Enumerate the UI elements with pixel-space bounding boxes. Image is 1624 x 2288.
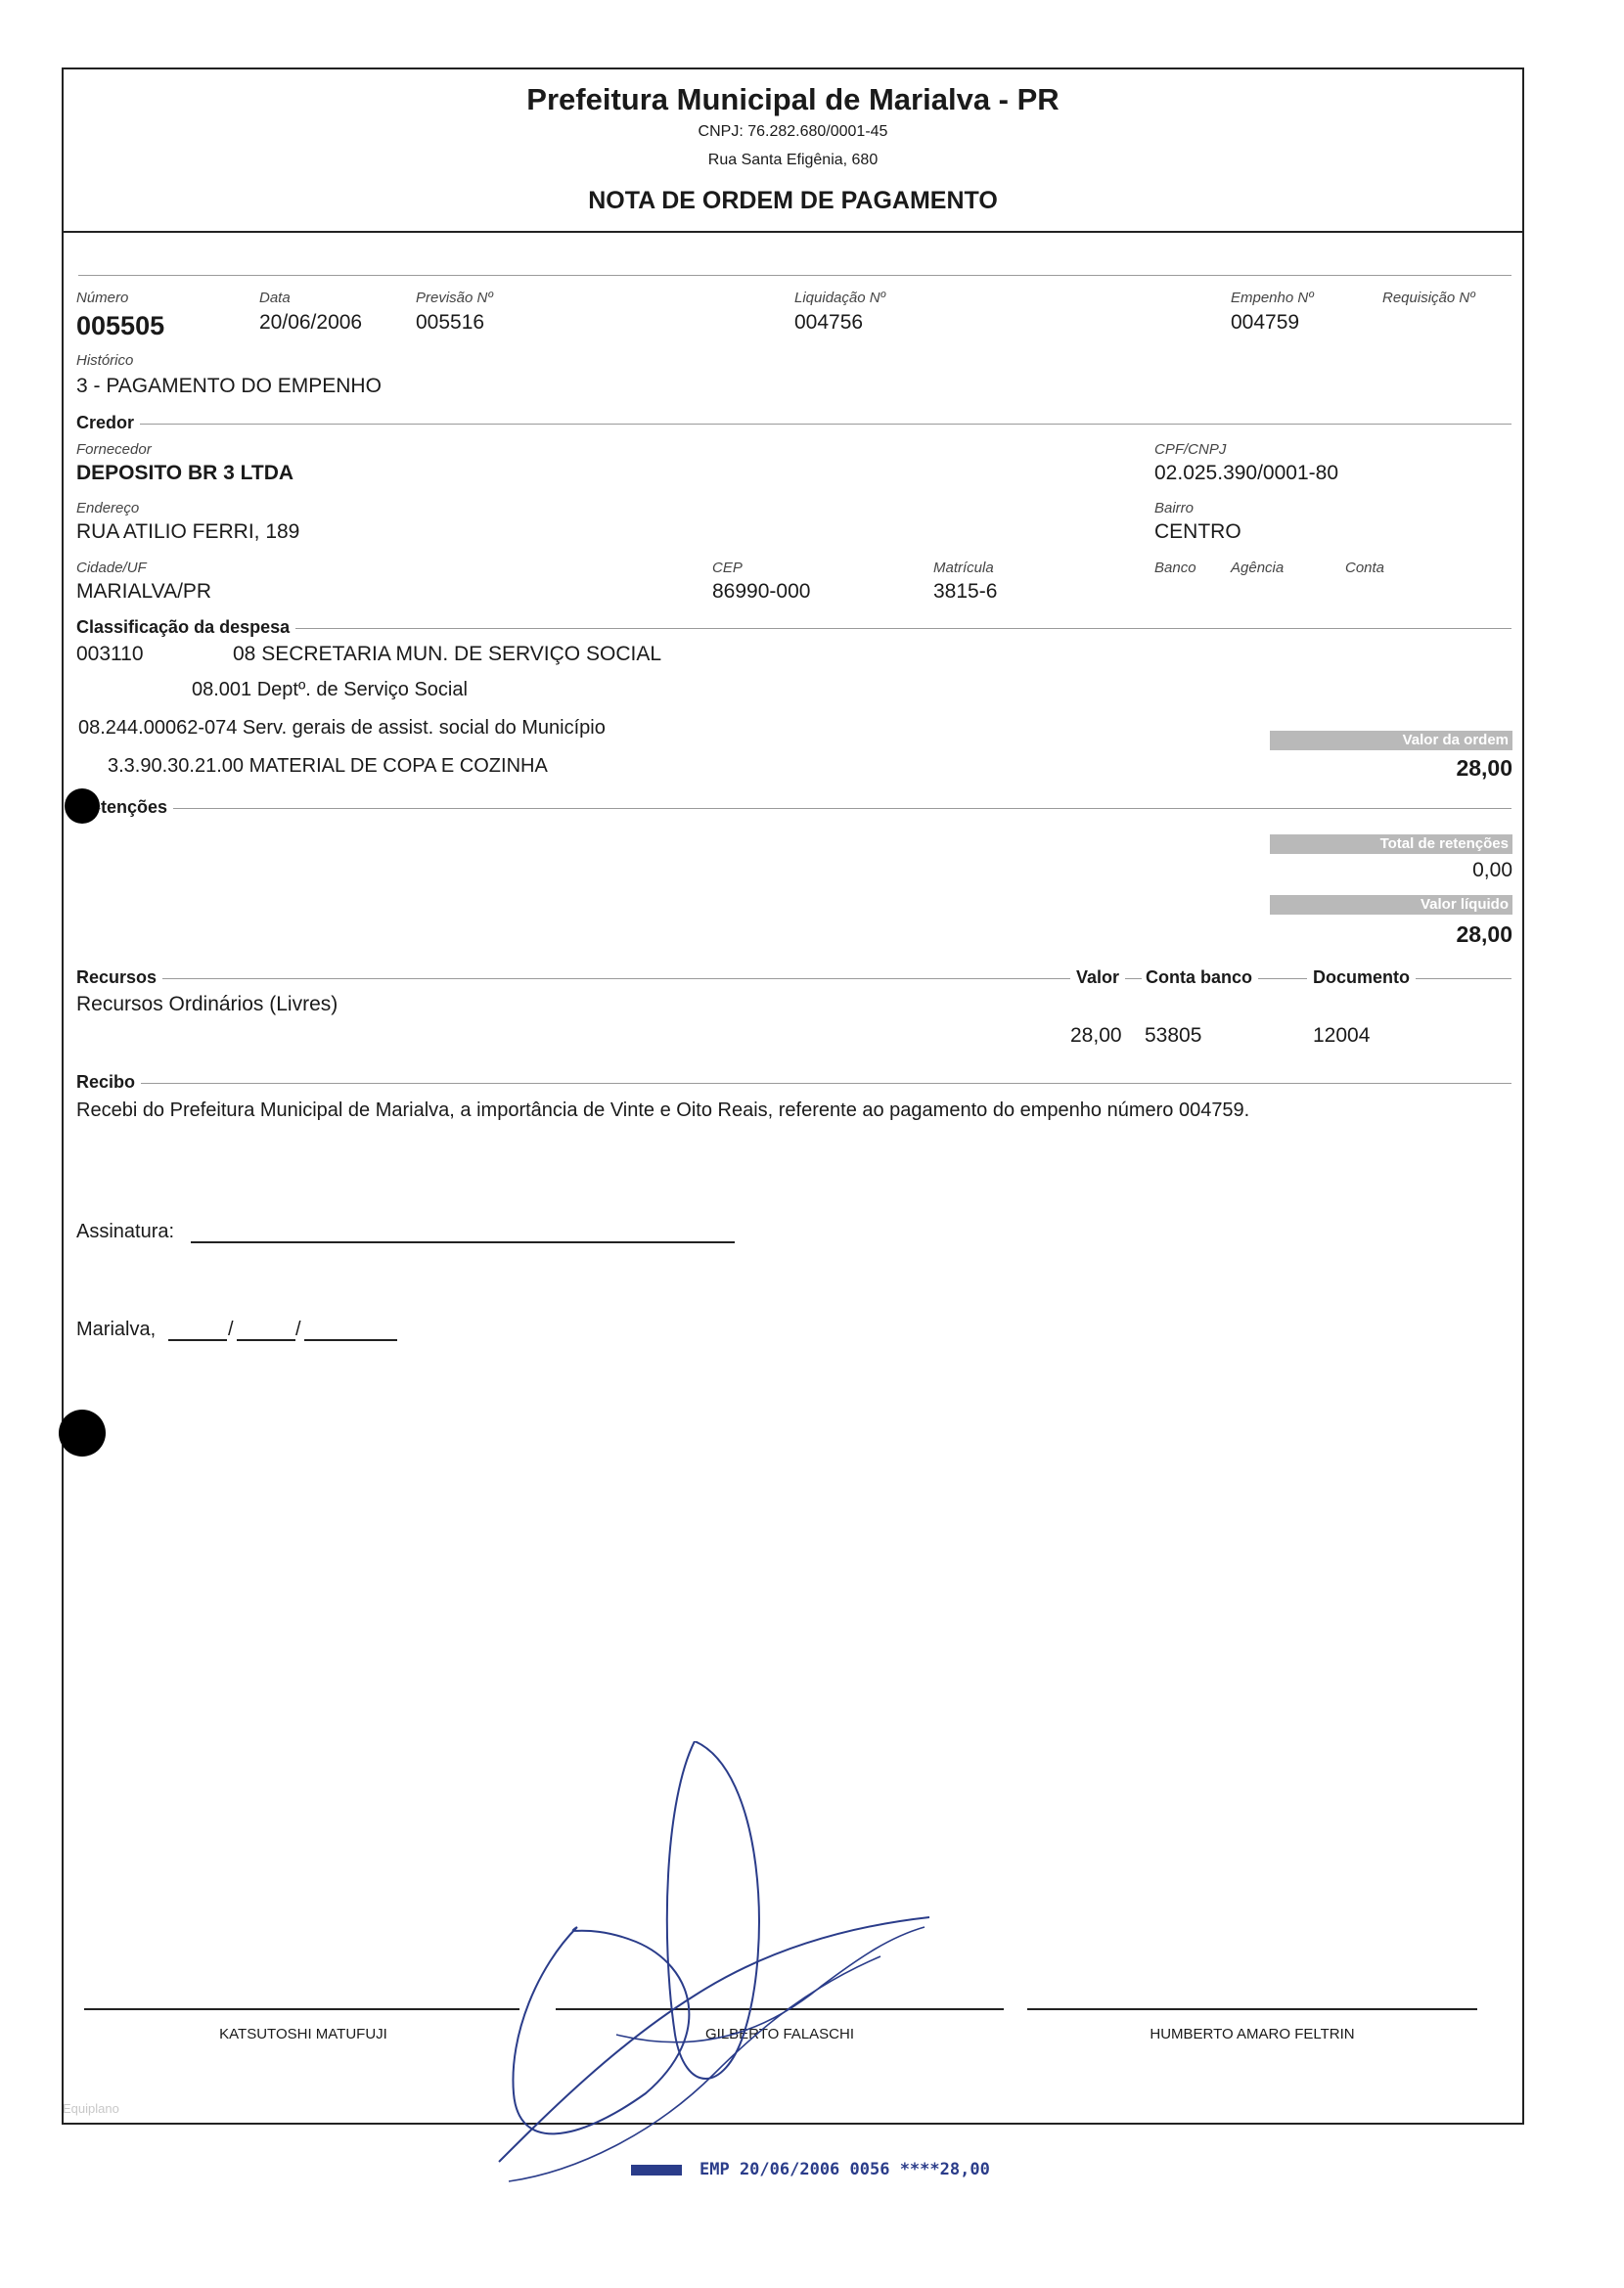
org-address: Rua Santa Efigênia, 680 [707, 152, 879, 168]
cep-label: CEP [712, 560, 743, 576]
classificacao-section: Classificação da despesa [76, 617, 295, 638]
recursos-conta-label: Conta banco [1142, 967, 1258, 988]
data-label: Data [259, 290, 291, 306]
agencia-label: Agência [1231, 560, 1285, 576]
ids-divider [78, 275, 1511, 276]
numero-label: Número [76, 290, 129, 306]
handwritten-signature [470, 1741, 998, 2191]
recursos-valor-label: Valor [1070, 967, 1125, 988]
recursos-section: Recursos [76, 967, 162, 988]
punch-hole-top [65, 788, 100, 824]
matricula-value: 3815-6 [933, 580, 998, 603]
recursos-documento: 12004 [1313, 1024, 1371, 1047]
fornecedor-label: Fornecedor [76, 441, 152, 458]
date-slash-2: / [295, 1319, 301, 1340]
bairro-label: Bairro [1154, 500, 1195, 516]
date-blank-year [304, 1339, 397, 1341]
date-blank-day [168, 1339, 227, 1341]
cep-value: 86990-000 [712, 580, 811, 603]
requisicao-label: Requisição Nº [1382, 290, 1475, 306]
bairro-value: CENTRO [1154, 520, 1241, 543]
conta-label: Conta [1345, 560, 1385, 576]
recursos-fonte: Recursos Ordinários (Livres) [76, 993, 338, 1015]
recibo-section: Recibo [76, 1072, 141, 1093]
previsao-label: Previsão Nº [416, 290, 493, 306]
punch-hole-bottom [59, 1410, 106, 1457]
local-label: Marialva, [76, 1319, 157, 1340]
bank-stamp [631, 2160, 990, 2179]
date-blank-month [237, 1339, 295, 1341]
classificacao-orgao: 08 SECRETARIA MUN. DE SERVIÇO SOCIAL [233, 643, 662, 665]
classificacao-elemento: 3.3.90.30.21.00 MATERIAL DE COPA E COZINHA [108, 755, 548, 777]
signatory-center: GILBERTO FALASCHI [705, 2026, 854, 2042]
liquidacao-label: Liquidação Nº [794, 290, 886, 306]
retencoes-divider [76, 808, 1511, 809]
recursos-documento-label: Documento [1307, 967, 1416, 988]
valor-ordem-label: Valor da ordem [1270, 731, 1512, 750]
endereco-value: RUA ATILIO FERRI, 189 [76, 520, 300, 543]
valor-liquido-value: 28,00 [1456, 921, 1512, 947]
signature-line-right [1027, 2008, 1477, 2010]
recibo-divider [76, 1083, 1511, 1084]
total-retencoes-label: Total de retenções [1270, 834, 1512, 854]
empenho-label: Empenho Nº [1231, 290, 1314, 306]
bank-stamp-icon [631, 2165, 682, 2176]
fornecedor-value: DEPOSITO BR 3 LTDA [76, 462, 294, 484]
date-slash-1: / [228, 1319, 234, 1340]
signatory-left: KATSUTOSHI MATUFUJI [219, 2026, 387, 2042]
assinatura-line [191, 1241, 735, 1243]
valor-ordem-value: 28,00 [1456, 755, 1512, 781]
cpf-value: 02.025.390/0001-80 [1154, 462, 1339, 484]
header-divider [62, 231, 1524, 233]
data-value: 20/06/2006 [259, 311, 363, 334]
cidade-value: MARIALVA/PR [76, 580, 212, 603]
classificacao-code: 003110 [76, 643, 144, 665]
bank-stamp-text: EMP 20/06/2006 0056 ****28,00 [699, 2160, 990, 2179]
recursos-divider [76, 978, 1511, 979]
recursos-valor: 28,00 [1070, 1024, 1122, 1047]
credor-section: Credor [76, 413, 140, 433]
numero-value: 005505 [76, 311, 165, 340]
historico-label: Histórico [76, 352, 134, 369]
historico-value: 3 - PAGAMENTO DO EMPENHO [76, 375, 382, 397]
total-retencoes-value: 0,00 [1472, 859, 1512, 881]
signature-line-left [84, 2008, 519, 2010]
valor-liquido-label: Valor líquido [1270, 895, 1512, 915]
endereco-label: Endereço [76, 500, 140, 516]
classificacao-funcional: 08.244.00062-074 Serv. gerais de assist. social do Município [78, 717, 606, 739]
org-name: Prefeitura Municipal de Marialva - PR [526, 82, 1060, 116]
retencoes-section: tenções [101, 797, 173, 818]
cpf-label: CPF/CNPJ [1154, 441, 1227, 458]
previsao-value: 005516 [416, 311, 485, 334]
matricula-label: Matrícula [933, 560, 994, 576]
recursos-conta: 53805 [1145, 1024, 1202, 1047]
recibo-text: Recebi do Prefeitura Municipal de Marialva, a importância de Vinte e Oito Reais, referente ao pagamento do empenho número 004759. [76, 1099, 1250, 1121]
classificacao-unidade: 08.001 Deptº. de Serviço Social [192, 679, 468, 700]
banco-label: Banco [1154, 560, 1196, 576]
empenho-value: 004759 [1231, 311, 1300, 334]
assinatura-label: Assinatura: [76, 1221, 175, 1242]
liquidacao-value: 004756 [794, 311, 864, 334]
org-cnpj: CNPJ: 76.282.680/0001-45 [698, 123, 888, 140]
doc-title: NOTA DE ORDEM DE PAGAMENTO [588, 187, 998, 214]
credor-divider [76, 424, 1511, 425]
signatory-right: HUMBERTO AMARO FELTRIN [1150, 2026, 1355, 2042]
cidade-label: Cidade/UF [76, 560, 147, 576]
software-mark: Equiplano [63, 2101, 119, 2116]
